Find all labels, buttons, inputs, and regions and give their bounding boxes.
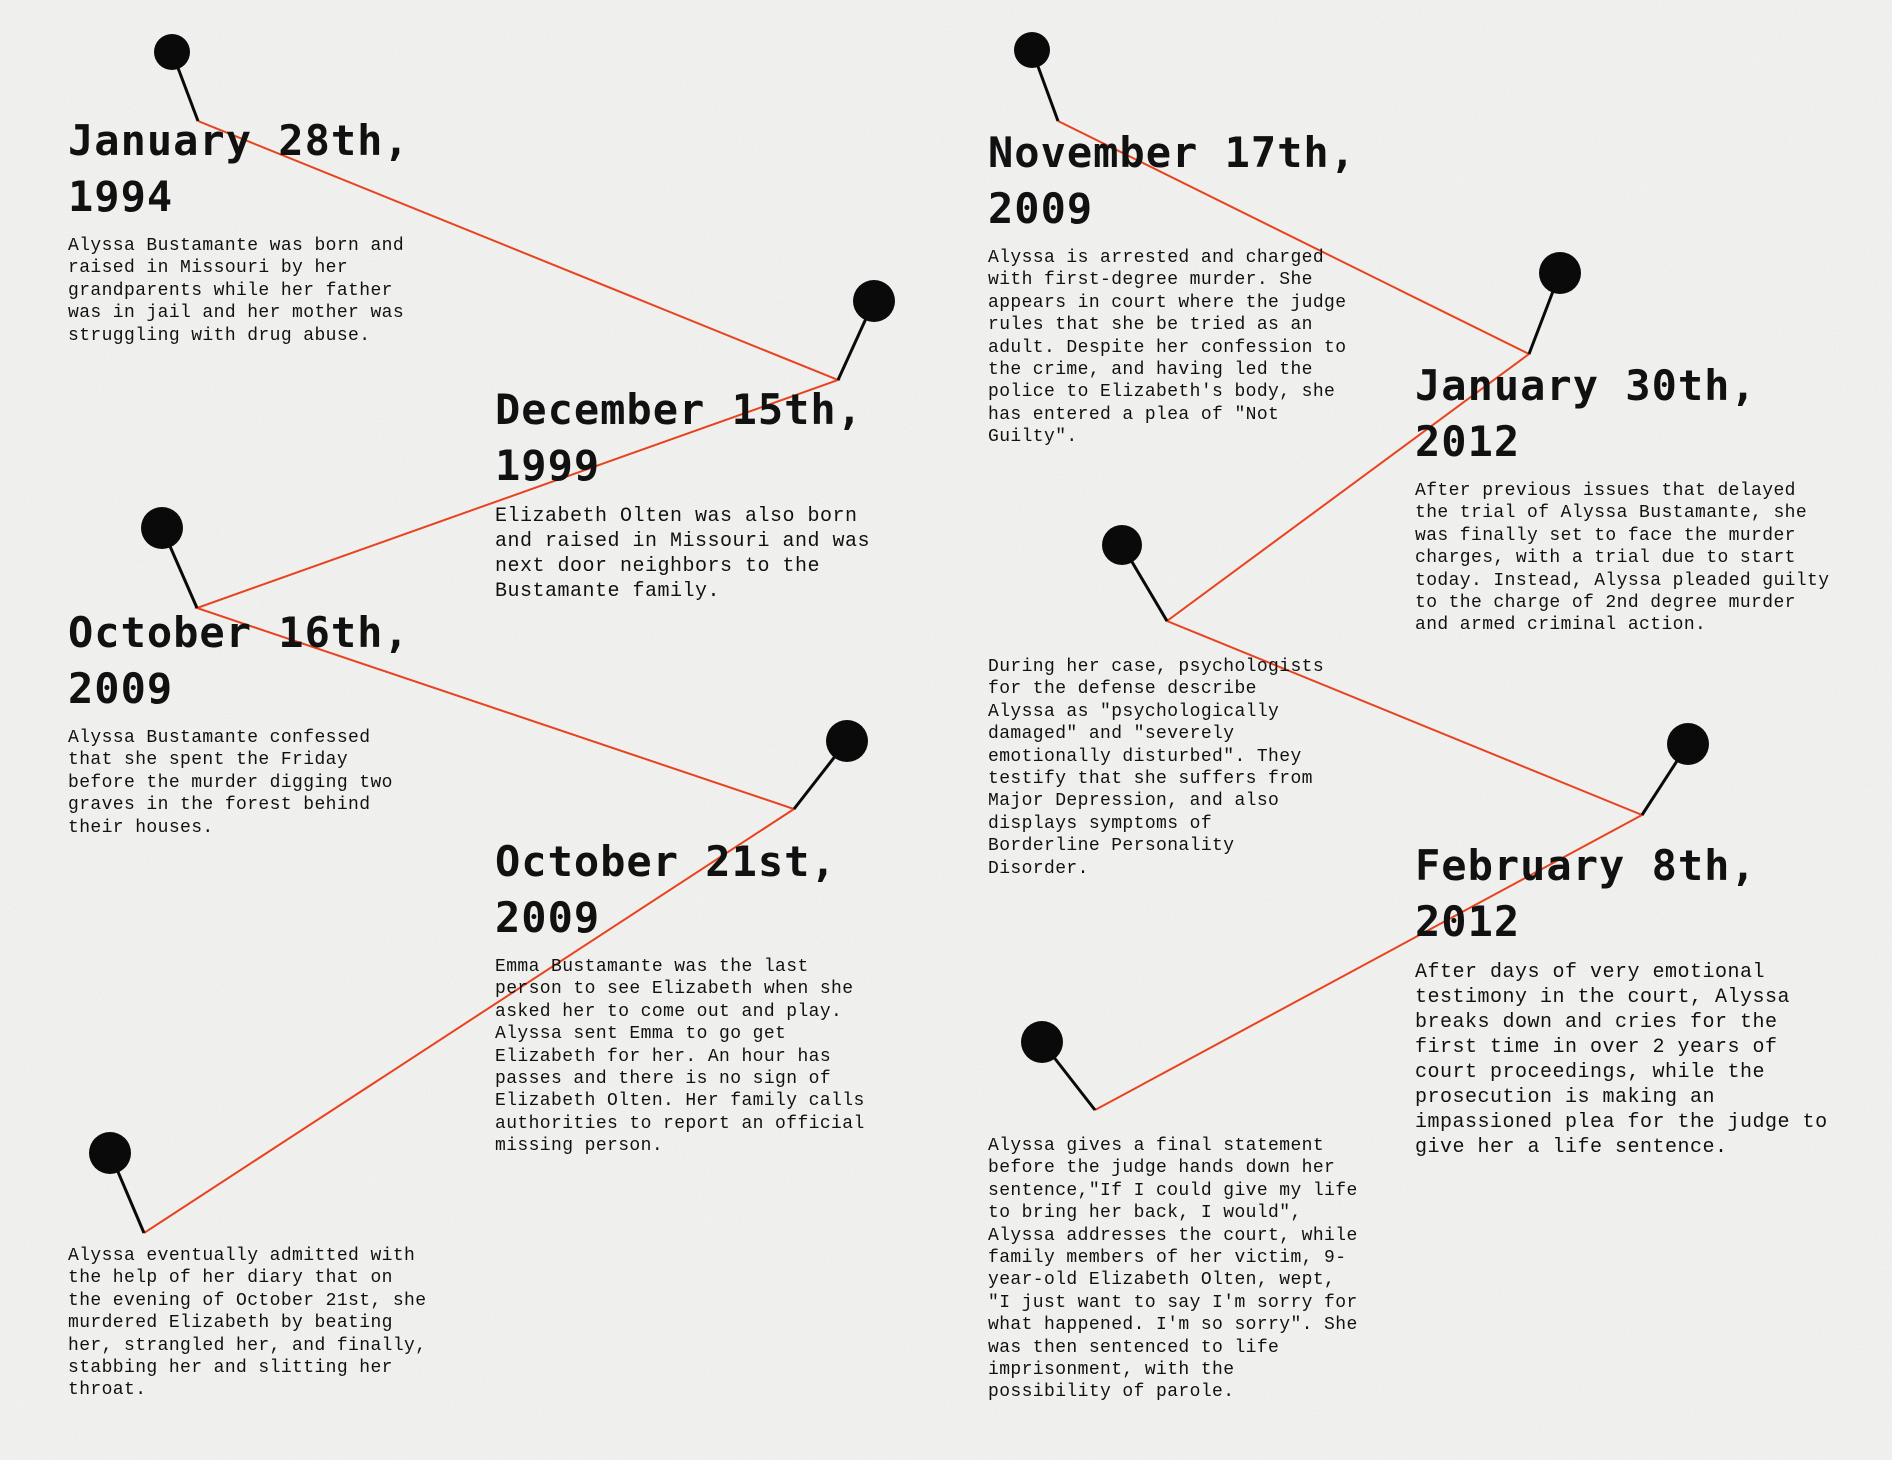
event-date: January 28th, 1994 — [68, 116, 410, 221]
pin-head — [1539, 252, 1581, 294]
timeline-event-2 — [495, 382, 885, 604]
timeline-event-3 — [68, 605, 448, 839]
event-description: Emma Bustamante was the last person to see Elizabeth when she asked her to come out and play. Alyssa sent Emma to go get Elizabeth for her. An hour has passes and there is no sign of Elizabeth Olten. Her family calls authorities to report an official missing person. — [495, 957, 865, 1157]
pin-head — [1021, 1021, 1063, 1063]
event-date: January 30th, 2012 — [1415, 361, 1757, 466]
pin-head — [853, 280, 895, 322]
timeline-event-8 — [988, 656, 1348, 880]
event-date: October 16th, 2009 — [68, 608, 410, 713]
event-description: Alyssa eventually admitted with the help of her diary that on the evening of October 21st, she murdered Elizabeth by beating her, strangled her, and finally, stabbing her and slitting her throat. — [68, 1246, 427, 1401]
event-description: During her case, psychologists for the defense describe Alyssa as "psychologically damaged" and "severely emotionally disturbed". They testify that she suffers from Major Depression, and also displays symptoms of Borderline Personality Disorder. — [988, 657, 1325, 879]
event-date: December 15th, 1999 — [495, 385, 864, 490]
timeline-event-4 — [495, 834, 875, 1158]
pin-head — [1014, 32, 1050, 68]
timeline-event-7 — [1415, 358, 1845, 637]
event-description: Alyssa Bustamante was born and raised in Missouri by her grandparents while her father was in jail and her mother was struggling with drug abuse. — [68, 236, 405, 346]
event-description: Alyssa gives a final statement before the judge hands down her sentence,"If I could give my life to bring her back, I would", Alyssa addresses the court, while family members of her victim, 9-year-old Elizabeth Olten, wept, "I just want to say I'm sorry for what happened. I'm so sorry". She was then sentenced to life imprisonment, with the possibility of parole. — [988, 1136, 1358, 1403]
pin-head — [1667, 723, 1709, 765]
pin-head — [89, 1132, 131, 1174]
pin-head — [1102, 525, 1142, 565]
event-date: February 8th, 2012 — [1415, 841, 1757, 946]
event-date: October 21st, 2009 — [495, 837, 837, 942]
event-description: Alyssa Bustamante confessed that she spent the Friday before the murder digging two graves in the forest behind their houses. — [68, 728, 393, 838]
event-description: After days of very emotional testimony in the court, Alyssa breaks down and cries for the first time in over 2 years of court proceedings, while the prosecution is making an impassioned plea for the judge to give her a life sentence. — [1415, 961, 1828, 1159]
pin-head — [826, 720, 868, 762]
timeline-event-5 — [68, 1245, 448, 1402]
timeline-event-10 — [988, 1135, 1368, 1404]
timeline-event-9 — [1415, 838, 1845, 1160]
event-description: After previous issues that delayed the trial of Alyssa Bustamante, she was finally set to face the murder charges, with a trial due to start today. Instead, Alyssa pleaded guilty to the charge of 2nd degree murder and armed criminal action. — [1415, 481, 1830, 636]
pin-head — [141, 507, 183, 549]
event-description: Elizabeth Olten was also born and raised in Missouri and was next door neighbors to the Bustamante family. — [495, 505, 871, 603]
pin-head — [154, 34, 190, 70]
timeline-event-6 — [988, 125, 1378, 449]
event-description: Alyssa is arrested and charged with first-degree murder. She appears in court where the judge rules that she be tried as an adult. Despite her confession to the crime, and having led the police to Elizabeth's body, she has entered a plea of "Not Guilty". — [988, 248, 1347, 448]
event-date: November 17th, 2009 — [988, 128, 1357, 233]
timeline-event-1 — [68, 113, 448, 347]
